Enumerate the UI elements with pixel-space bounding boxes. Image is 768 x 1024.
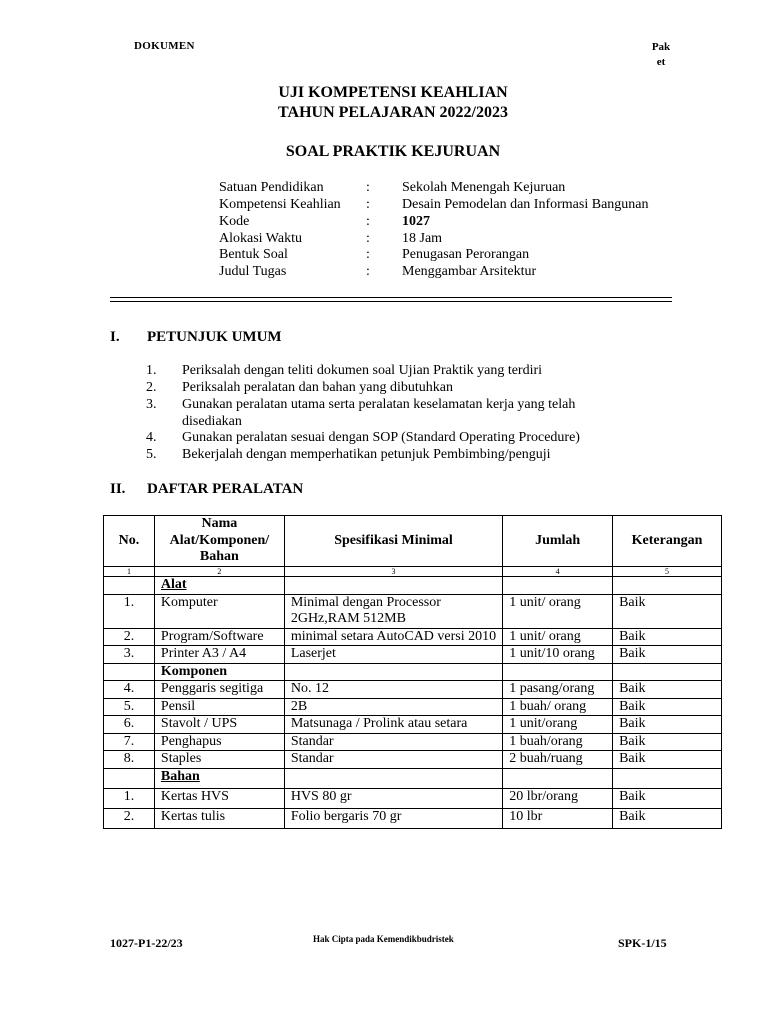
cell-note: Baik	[613, 646, 722, 664]
info-label: Bentuk Soal	[219, 247, 288, 262]
table-row	[104, 788, 722, 808]
footer-document-code: 1027-P1-22/23	[110, 936, 183, 950]
table-row	[104, 808, 722, 828]
info-colon: :	[366, 180, 370, 195]
cell-qty: 10 lbr	[503, 808, 613, 828]
index-cell: 4	[503, 567, 613, 577]
info-value: Desain Pemodelan dan Informasi Bangunan	[402, 197, 649, 212]
exam-subtitle: SOAL PRAKTIK KEJURUAN	[285, 143, 501, 160]
info-colon: :	[366, 264, 370, 279]
cell-spec: HVS 80 gr	[284, 788, 502, 808]
table-row	[104, 594, 722, 628]
cell-no: 8.	[104, 751, 155, 769]
paket-label-line1: Pak	[651, 41, 671, 53]
cell-note: Baik	[613, 594, 722, 628]
cell-qty: 1 buah/orang	[503, 733, 613, 751]
cell-qty: 20 lbr/orang	[503, 788, 613, 808]
footer-page-number: SPK-1/15	[618, 936, 667, 950]
paket-label-line2: et	[656, 56, 666, 68]
cell-no: 2.	[104, 628, 155, 646]
cell-no: 4.	[104, 681, 155, 699]
info-value: 18 Jam	[402, 231, 443, 246]
table-row	[104, 646, 722, 664]
index-cell: 5	[613, 567, 722, 577]
list-number: 4.	[146, 430, 157, 445]
cell-spec: No. 12	[284, 681, 502, 699]
exam-title: UJI KOMPETENSI KEAHLIAN	[278, 84, 508, 101]
cell-name: Penggaris segitiga	[154, 681, 284, 699]
cell-name: Program/Software	[154, 628, 284, 646]
info-value: Penugasan Perorangan	[402, 247, 530, 262]
table-row	[104, 733, 722, 751]
info-label: Kode	[219, 214, 250, 229]
info-value: Menggambar Arsitektur	[402, 264, 537, 279]
cell-name: Kertas HVS	[154, 788, 284, 808]
table-group-row	[104, 663, 722, 681]
table-row	[104, 716, 722, 734]
list-number: 3.	[146, 397, 157, 412]
cell-qty: 1 buah/ orang	[503, 698, 613, 716]
section-number: I.	[110, 329, 120, 345]
list-text: Gunakan peralatan sesuai dengan SOP (Standard Operating Procedure)	[182, 430, 580, 445]
info-colon: :	[366, 247, 370, 262]
cell-spec: Standar	[284, 733, 502, 751]
cell-note: Baik	[613, 751, 722, 769]
list-number: 1.	[146, 363, 157, 378]
list-text: Periksalah peralatan dan bahan yang dibutuhkan	[182, 380, 453, 395]
cell-no: 2.	[104, 808, 155, 828]
cell-spec: Minimal dengan Processor 2GHz,RAM 512MB	[284, 594, 502, 628]
table-header-row	[104, 516, 722, 567]
cell-note: Baik	[613, 698, 722, 716]
cell-name: Staples	[154, 751, 284, 769]
list-number: 2.	[146, 380, 157, 395]
cell-spec: Folio bergaris 70 gr	[284, 808, 502, 828]
cell-name: Pensil	[154, 698, 284, 716]
table-row	[104, 681, 722, 699]
cell-name: Stavolt / UPS	[154, 716, 284, 734]
info-label: Kompetensi Keahlian	[219, 197, 341, 212]
info-colon: :	[366, 197, 370, 212]
cell-name: Penghapus	[154, 733, 284, 751]
divider-line	[110, 301, 672, 302]
academic-year: TAHUN PELAJARAN 2022/2023	[278, 104, 508, 121]
cell-no: 7.	[104, 733, 155, 751]
cell-no: 1.	[104, 594, 155, 628]
column-header: Keterangan	[613, 516, 722, 567]
column-header: Nama Alat/Komponen/ Bahan	[154, 516, 284, 567]
info-value: Sekolah Menengah Kejuruan	[402, 180, 566, 195]
cell-qty: 1 unit/10 orang	[503, 646, 613, 664]
cell-note: Baik	[613, 716, 722, 734]
cell-qty: 1 unit/orang	[503, 716, 613, 734]
table-row	[104, 628, 722, 646]
cell-note: Baik	[613, 628, 722, 646]
section-heading-peralatan	[110, 481, 410, 499]
equipment-table	[103, 515, 722, 829]
cell-note: Baik	[613, 788, 722, 808]
cell-spec: minimal setara AutoCAD versi 2010	[284, 628, 502, 646]
info-colon: :	[366, 231, 370, 246]
table-group-row	[104, 768, 722, 788]
cell-name: Printer A3 / A4	[154, 646, 284, 664]
list-text: Bekerjalah dengan memperhatikan petunjuk Pembimbing/penguji	[182, 447, 551, 462]
table-row	[104, 751, 722, 769]
cell-spec: Laserjet	[284, 646, 502, 664]
list-text: Periksalah dengan teliti dokumen soal Ujian Praktik yang terdiri	[182, 363, 543, 378]
column-header: No.	[104, 516, 155, 567]
group-label-alat: Alat	[160, 577, 187, 592]
table-group-row	[104, 577, 722, 595]
section-title: PETUNJUK UMUM	[147, 329, 282, 345]
info-colon: :	[366, 214, 370, 229]
list-text: Gunakan peralatan utama serta peralatan keselamatan kerja yang telah disediakan	[182, 397, 576, 429]
footer-copyright: Hak Cipta pada Kemendikbudristek	[313, 934, 454, 944]
cell-qty: 1 pasang/orang	[503, 681, 613, 699]
column-header: Jumlah	[503, 516, 613, 567]
index-cell: 1	[104, 567, 155, 577]
cell-no: 5.	[104, 698, 155, 716]
paket-label	[648, 40, 674, 70]
section-number: II.	[110, 481, 126, 497]
group-label-bahan: Bahan	[160, 768, 200, 784]
cell-spec: 2B	[284, 698, 502, 716]
cell-name: Kertas tulis	[154, 808, 284, 828]
cell-qty: 1 unit/ orang	[503, 628, 613, 646]
cell-qty: 1 unit/ orang	[503, 594, 613, 628]
index-cell: 3	[284, 567, 502, 577]
info-label: Alokasi Waktu	[219, 231, 302, 246]
section-title: DAFTAR PERALATAN	[147, 481, 304, 497]
cell-note: Baik	[613, 733, 722, 751]
info-label: Satuan Pendidikan	[219, 180, 324, 195]
cell-spec: Standar	[284, 751, 502, 769]
group-label-komponen: Komponen	[154, 663, 284, 681]
table-index-row	[104, 567, 722, 577]
cell-no: 3.	[104, 646, 155, 664]
index-cell: 2	[154, 567, 284, 577]
column-header: Spesifikasi Minimal	[284, 516, 502, 567]
cell-no: 6.	[104, 716, 155, 734]
section-heading-petunjuk	[110, 329, 410, 347]
cell-name: Komputer	[154, 594, 284, 628]
info-value: 1027	[402, 214, 430, 229]
info-label: Judul Tugas	[219, 264, 287, 279]
document-label: DOKUMEN	[134, 40, 195, 49]
cell-spec: Matsunaga / Prolink atau setara	[284, 716, 502, 734]
table-row	[104, 698, 722, 716]
cell-note: Baik	[613, 808, 722, 828]
divider-line	[110, 297, 672, 298]
list-number: 5.	[146, 447, 157, 462]
cell-qty: 2 buah/ruang	[503, 751, 613, 769]
cell-note: Baik	[613, 681, 722, 699]
cell-no: 1.	[104, 788, 155, 808]
